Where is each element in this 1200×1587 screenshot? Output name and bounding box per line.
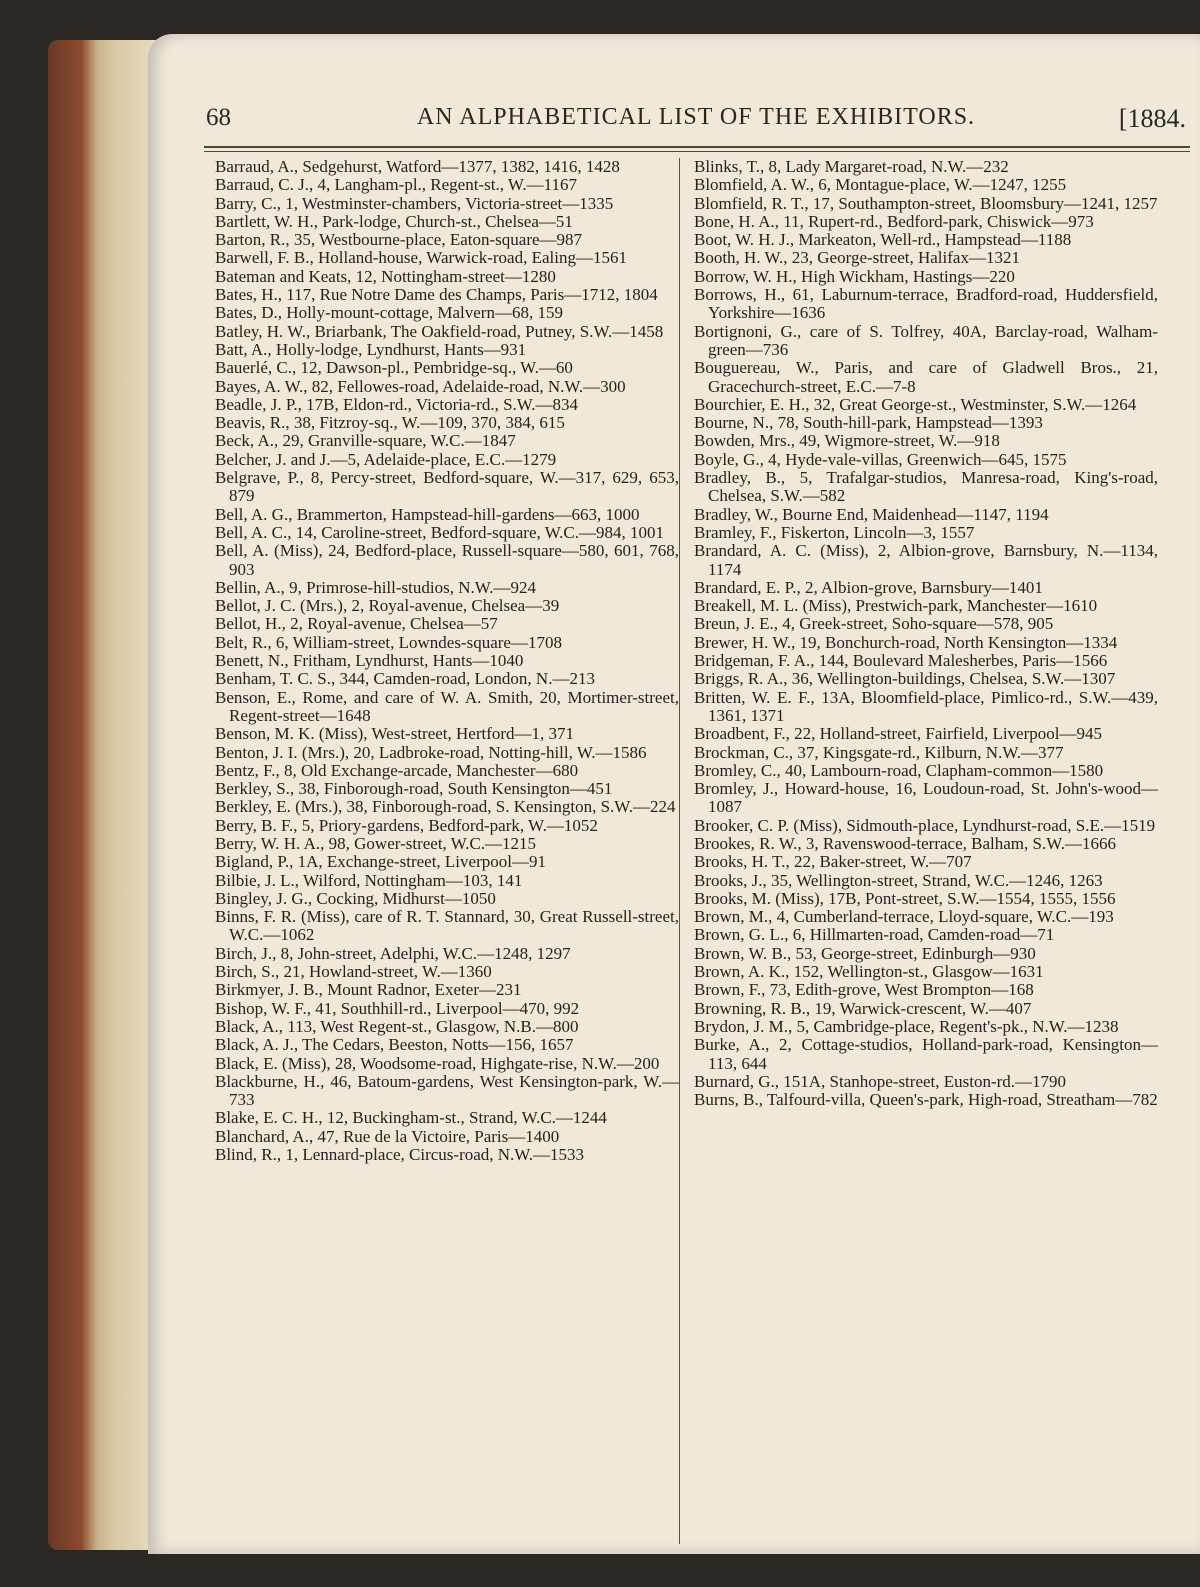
exhibitor-entry: Belcher, J. and J.—5, Adelaide-place, E.C.—1279	[215, 449, 557, 469]
exhibitor-entry: Birkmyer, J. B., Mount Radnor, Exeter—231	[215, 980, 522, 1000]
exhibitor-entry: Broadbent, F., 22, Holland-street, Fairfield, Liverpool—945	[694, 724, 1102, 744]
exhibitor-entry: Borrows, H., 61, Laburnum-terrace, Bradford-road, Huddersfield, Yorkshire—1636	[694, 285, 1158, 323]
exhibitor-entry: Berry, W. H. A., 98, Gower-street, W.C.—1215	[215, 833, 537, 853]
exhibitor-entry: Birch, S., 21, Howland-street, W.—1360	[215, 962, 492, 982]
exhibitor-entry: Beadle, J. P., 17B, Eldon-rd., Victoria-rd., S.W.—834	[215, 394, 579, 414]
exhibitor-entry: Bouguereau, W., Paris, and care of Gladwell Bros., 21, Gracechurch-street, E.C.—7-8	[694, 358, 1158, 396]
exhibitor-entry: Blake, E. C. H., 12, Buckingham-st., Strand, W.C.—1244	[215, 1108, 607, 1128]
exhibitor-entry: Bradley, W., Bourne End, Maidenhead—1147, 1194	[694, 504, 1049, 524]
exhibitor-entry: Bell, A. C., 14, Caroline-street, Bedford-square, W.C.—984, 1001	[215, 522, 665, 542]
exhibitor-entry: Brooks, H. T., 22, Baker-street, W.—707	[694, 852, 972, 872]
exhibitor-entry: Benton, J. I. (Mrs.), 20, Ladbroke-road, Notting-hill, W.—1586	[215, 742, 647, 762]
exhibitor-entry: Brandard, A. C. (Miss), 2, Albion-grove, Barnsbury, N.—1134, 1174	[694, 541, 1158, 579]
header-rule-thin	[204, 151, 1190, 152]
exhibitor-entry: Bell, A. (Miss), 24, Bedford-place, Russell-square—580, 601, 768, 903	[215, 541, 679, 579]
header-rule	[204, 146, 1190, 148]
exhibitor-entry: Berkley, S., 38, Finborough-road, South Kensington—451	[215, 779, 613, 799]
exhibitor-entry: Bates, H., 117, Rue Notre Dame des Champs, Paris—1712, 1804	[215, 285, 658, 305]
exhibitor-entry: Bone, H. A., 11, Rupert-rd., Bedford-park, Chiswick—973	[694, 211, 1094, 231]
exhibitor-entry: Bishop, W. F., 41, Southhill-rd., Liverpool—470, 992	[215, 998, 580, 1018]
exhibitor-entry: Breakell, M. L. (Miss), Prestwich-park, Manchester—1610	[694, 596, 1098, 616]
exhibitor-entry: Brooks, M. (Miss), 17B, Pont-street, S.W.—1554, 1555, 1556	[694, 888, 1116, 908]
exhibitor-entry: Bigland, P., 1A, Exchange-street, Liverpool—91	[215, 852, 546, 872]
exhibitor-entry: Brown, A. K., 152, Wellington-st., Glasgow—1631	[694, 962, 1044, 982]
exhibitor-entry: Boot, W. H. J., Markeaton, Well-rd., Hampstead—1188	[694, 230, 1072, 250]
exhibitor-entry: Brown, M., 4, Cumberland-terrace, Lloyd-square, W.C.—193	[694, 907, 1114, 927]
exhibitor-entry: Burnard, G., 151A, Stanhope-street, Euston-rd.—1790	[694, 1071, 1067, 1091]
exhibitor-entry: Brockman, C., 37, Kingsgate-rd., Kilburn, N.W.—377	[694, 742, 1064, 762]
exhibitor-entry: Barton, R., 35, Westbourne-place, Eaton-square—987	[215, 230, 583, 250]
exhibitor-entry: Brewer, H. W., 19, Bonchurch-road, North Kensington—1334	[694, 632, 1118, 652]
exhibitor-entry: Borrow, W. H., High Wickham, Hastings—220	[694, 266, 1015, 286]
exhibitor-entry: Blanchard, A., 47, Rue de la Victoire, Paris—1400	[215, 1126, 560, 1146]
exhibitor-entry: Bourne, N., 78, South-hill-park, Hampstead—1393	[694, 413, 1043, 433]
exhibitor-entry: Bellot, J. C. (Mrs.), 2, Royal-avenue, Chelsea—39	[215, 596, 560, 616]
exhibitor-entry: Brookes, R. W., 3, Ravenswood-terrace, Balham, S.W.—1666	[694, 833, 1116, 853]
exhibitor-entry: Batt, A., Holly-lodge, Lyndhurst, Hants—931	[215, 339, 527, 359]
exhibitor-entry: Brooks, J., 35, Wellington-street, Strand, W.C.—1246, 1263	[694, 870, 1103, 890]
exhibitor-entry: Britten, W. E. F., 13A, Bloomfield-place, Pimlico-rd., S.W.—439, 1361, 1371	[694, 687, 1158, 725]
exhibitor-entry: Breun, J. E., 4, Greek-street, Soho-square—578, 905	[694, 614, 1054, 634]
right-column	[694, 158, 1158, 1109]
page-header	[206, 104, 1186, 144]
exhibitor-entry: Binns, F. R. (Miss), care of R. T. Stannard, 30, Great Russell-street, W.C.—1062	[215, 907, 679, 945]
exhibitor-entry: Bridgeman, F. A., 144, Boulevard Malesherbes, Paris—1566	[694, 651, 1108, 671]
exhibitor-entry: Bramley, F., Fiskerton, Lincoln—3, 1557	[694, 522, 975, 542]
exhibitor-entry: Brandard, E. P., 2, Albion-grove, Barnsbury—1401	[694, 577, 1043, 597]
exhibitor-entry: Blomfield, R. T., 17, Southampton-street, Bloomsbury—1241, 1257	[694, 193, 1158, 213]
exhibitor-entry: Bortignoni, G., care of S. Tolfrey, 40A, Barclay-road, Walham-green—736	[694, 321, 1158, 359]
exhibitor-entry: Barwell, F. B., Holland-house, Warwick-road, Ealing—1561	[215, 248, 627, 268]
exhibitor-entry: Blinks, T., 8, Lady Margaret-road, N.W.—232	[694, 157, 1009, 176]
exhibitor-entry: Bingley, J. G., Cocking, Midhurst—1050	[215, 888, 496, 908]
exhibitor-entry: Bromley, C., 40, Lambourn-road, Clapham-common—1580	[694, 760, 1104, 780]
exhibitor-entry: Belgrave, P., 8, Percy-street, Bedford-square, W.—317, 629, 653, 879	[215, 468, 679, 506]
exhibitor-entry: Berkley, E. (Mrs.), 38, Finborough-road, S. Kensington, S.W.—224	[215, 797, 676, 817]
exhibitor-entry: Bellin, A., 9, Primrose-hill-studios, N.W.—924	[215, 577, 536, 597]
book-page-edges	[48, 40, 158, 1550]
exhibitor-entry: Briggs, R. A., 36, Wellington-buildings, Chelsea, S.W.—1307	[694, 669, 1116, 689]
exhibitor-entry: Brown, W. B., 53, George-street, Edinburgh—930	[694, 943, 1036, 963]
exhibitor-entry: Black, E. (Miss), 28, Woodsome-road, Highgate-rise, N.W.—200	[215, 1053, 660, 1073]
exhibitor-entry: Bradley, B., 5, Trafalgar-studios, Manresa-road, King's-road, Chelsea, S.W.—582	[694, 468, 1158, 506]
exhibitor-entry: Bauerlé, C., 12, Dawson-pl., Pembridge-sq., W.—60	[215, 358, 573, 378]
exhibitor-entry: Black, A., 113, West Regent-st., Glasgow, N.B.—800	[215, 1016, 579, 1036]
exhibitor-entry: Bateman and Keats, 12, Nottingham-street—1280	[215, 266, 556, 286]
exhibitor-entry: Bates, D., Holly-mount-cottage, Malvern—68, 159	[215, 303, 563, 323]
exhibitor-entry: Burns, B., Talfourd-villa, Queen's-park, High-road, Streatham—782	[694, 1090, 1158, 1110]
exhibitor-entry: Belt, R., 6, William-street, Lowndes-square—1708	[215, 632, 562, 652]
page-number: 68	[206, 104, 231, 131]
exhibitor-entry: Brooker, C. P. (Miss), Sidmouth-place, Lyndhurst-road, S.E.—1519	[694, 815, 1156, 835]
exhibitor-entry: Barry, C., 1, Westminster-chambers, Victoria-street—1335	[215, 193, 614, 213]
exhibitor-entry: Benson, E., Rome, and care of W. A. Smith, 20, Mortimer-street, Regent-street—1648	[215, 687, 679, 725]
exhibitor-entry: Booth, H. W., 23, George-street, Halifax—1321	[694, 248, 1020, 268]
exhibitor-entry: Benson, M. K. (Miss), West-street, Hertford—1, 371	[215, 724, 575, 744]
exhibitor-entry: Brown, G. L., 6, Hillmarten-road, Camden-road—71	[694, 925, 1055, 945]
exhibitor-entry: Browning, R. B., 19, Warwick-crescent, W.—407	[694, 998, 1032, 1018]
exhibitor-entry: Bayes, A. W., 82, Fellowes-road, Adelaide-road, N.W.—300	[215, 376, 626, 396]
exhibitor-entry: Brydon, J. M., 5, Cambridge-place, Regent's-pk., N.W.—1238	[694, 1016, 1119, 1036]
exhibitor-entry: Burke, A., 2, Cottage-studios, Holland-park-road, Kensington—113, 644	[694, 1035, 1158, 1073]
exhibitor-entry: Blackburne, H., 46, Batoum-gardens, West Kensington-park, W.—733	[215, 1071, 679, 1110]
exhibitor-entry: Berry, B. F., 5, Priory-gardens, Bedford-park, W.—1052	[215, 815, 598, 835]
exhibitor-entry: Benham, T. C. S., 344, Camden-road, London, N.—213	[215, 669, 595, 689]
exhibitor-entry: Boyle, G., 4, Hyde-vale-villas, Greenwich—645, 1575	[694, 449, 1067, 469]
exhibitor-entry: Beavis, R., 38, Fitzroy-sq., W.—109, 370, 384, 615	[215, 413, 565, 433]
exhibitor-entry: Blind, R., 1, Lennard-place, Circus-road, N.W.—1533	[215, 1145, 585, 1165]
exhibitor-entry: Bentz, F., 8, Old Exchange-arcade, Manchester—680	[215, 760, 579, 780]
page-year: [1884.	[1118, 104, 1186, 133]
exhibitor-entry: Bromley, J., Howard-house, 16, Loudoun-road, St. John's-wood—1087	[694, 779, 1158, 817]
exhibitor-entry: Benett, N., Fritham, Lyndhurst, Hants—1040	[215, 651, 524, 671]
page-title: AN ALPHABETICAL LIST OF THE EXHIBITORS.	[416, 104, 976, 130]
exhibitor-entry: Bilbie, J. L., Wilford, Nottingham—103, 141	[215, 870, 523, 890]
column-divider	[679, 158, 680, 1544]
exhibitor-entry: Bellot, H., 2, Royal-avenue, Chelsea—57	[215, 614, 498, 634]
exhibitor-entry: Batley, H. W., Briarbank, The Oakfield-road, Putney, S.W.—1458	[215, 321, 664, 341]
exhibitor-entry: Bourchier, E. H., 32, Great George-st., Westminster, S.W.—1264	[694, 394, 1137, 414]
exhibitor-entry: Brown, F., 73, Edith-grove, West Brompton—168	[694, 980, 1034, 1000]
exhibitor-entry: Beck, A., 29, Granville-square, W.C.—1847	[215, 431, 516, 451]
exhibitor-entry: Barraud, C. J., 4, Langham-pl., Regent-st., W.—1167	[215, 175, 577, 195]
exhibitor-entry: Bartlett, W. H., Park-lodge, Church-st., Chelsea—51	[215, 211, 573, 231]
exhibitor-entry: Bell, A. G., Brammerton, Hampstead-hill-gardens—663, 1000	[215, 504, 640, 524]
book-page	[148, 34, 1200, 1554]
left-column	[215, 158, 679, 1164]
exhibitor-entry: Bowden, Mrs., 49, Wigmore-street, W.—918	[694, 431, 1000, 451]
exhibitor-entry: Black, A. J., The Cedars, Beeston, Notts—156, 1657	[215, 1035, 574, 1055]
exhibitor-entry: Birch, J., 8, John-street, Adelphi, W.C.—1248, 1297	[215, 943, 571, 963]
exhibitor-entry: Blomfield, A. W., 6, Montague-place, W.—1247, 1255	[694, 175, 1067, 195]
exhibitor-entry: Barraud, A., Sedgehurst, Watford—1377, 1382, 1416, 1428	[215, 157, 620, 176]
